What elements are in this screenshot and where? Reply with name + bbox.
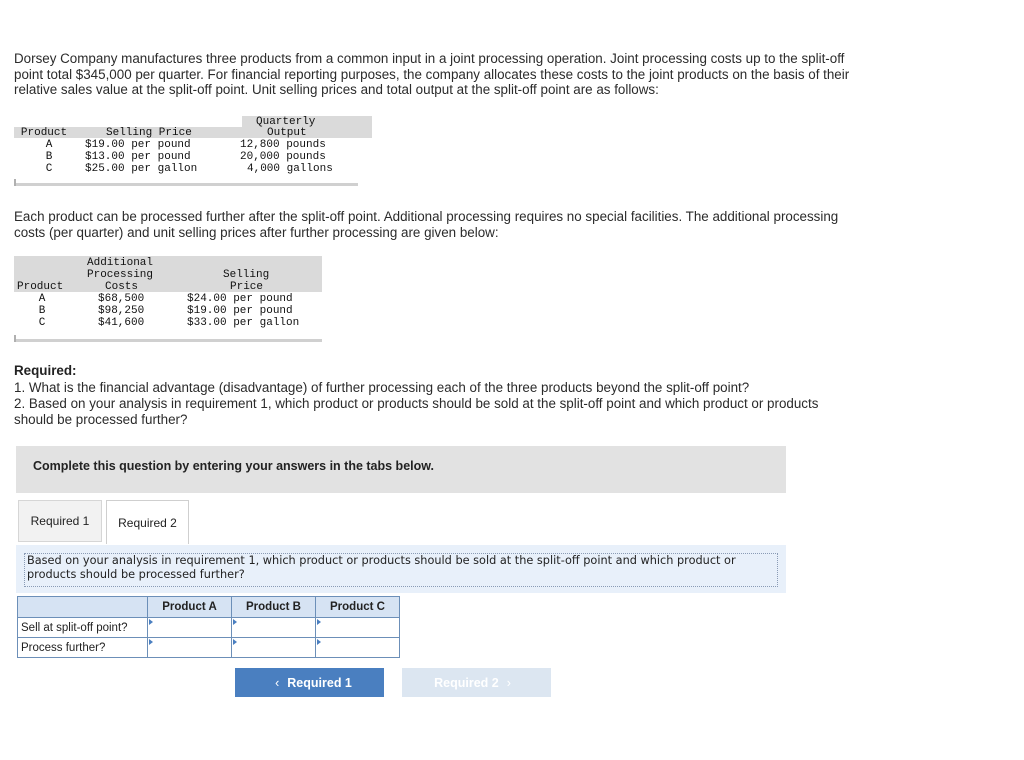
answer-dropdown-b-process[interactable] xyxy=(232,638,316,658)
chevron-left-icon: ‹ xyxy=(275,675,280,690)
column-header-selling-price: Selling Price xyxy=(106,127,192,139)
tab-required-2[interactable]: Required 2 xyxy=(106,500,189,544)
question-text: Based on your analysis in requirement 1, which product or products should be sold at the split-off point and which product or products should be processed further? xyxy=(24,553,778,587)
required-heading: Required: xyxy=(14,363,77,378)
next-required-2-button[interactable] xyxy=(402,668,551,697)
row-label-sell-at-split-off: Sell at split-off point? xyxy=(18,618,148,638)
table-bottom-rule xyxy=(14,183,358,186)
column-header-product: Product xyxy=(17,281,64,293)
question-box xyxy=(16,545,786,593)
required-1-text: 1. What is the financial advantage (disadvantage) of further processing each of the three products beyond the split-off point? xyxy=(14,380,750,395)
next-button-label: Required 2 xyxy=(434,675,499,690)
chevron-right-icon: › xyxy=(506,675,511,690)
column-header-cost-line3: Costs xyxy=(105,281,139,293)
table-cell-output: 12,800 pounds xyxy=(240,139,326,151)
prev-button-label: Required 1 xyxy=(287,675,352,690)
table-cell-output: 20,000 pounds xyxy=(240,151,326,163)
table-cell-price: $33.00 per gallon xyxy=(187,317,300,329)
table-cell-product: C xyxy=(38,317,46,329)
table-cell-price: $19.00 per pound xyxy=(187,305,293,317)
further-processing-paragraph: Each product can be processed further after the split-off point. Additional processing requires no special facilities. The additional processing costs (per quarter) and unit selling prices after further processing are given below: xyxy=(14,209,839,240)
column-header-cost-line2: Processing xyxy=(87,269,154,281)
tab-required-1[interactable]: Required 1 xyxy=(18,500,102,542)
table-cell-cost: $41,600 xyxy=(98,317,145,329)
table-cell-price: $19.00 per pound xyxy=(85,139,191,151)
answer-table xyxy=(17,596,400,658)
table-bottom-rule xyxy=(14,339,322,342)
header-blank xyxy=(18,597,148,618)
answer-dropdown-a-process[interactable] xyxy=(148,638,232,658)
table-cell-product: C xyxy=(45,163,53,175)
table-cell-product: B xyxy=(45,151,53,163)
column-header-product-a: Product A xyxy=(148,597,232,618)
table-cell-output: 4,000 gallons xyxy=(247,163,333,175)
required-2-text: 2. Based on your analysis in requirement 1, which product or products should be sold at the split-off point and which product or products should be processed further? xyxy=(14,396,819,427)
table-cell-price: $13.00 per pound xyxy=(85,151,191,163)
column-header-price-line2: Price xyxy=(230,281,264,293)
row-label-process-further: Process further? xyxy=(18,638,148,658)
answer-dropdown-c-sell[interactable] xyxy=(316,618,400,638)
answer-dropdown-b-sell[interactable] xyxy=(232,618,316,638)
table-cell-cost: $68,500 xyxy=(98,293,145,305)
column-header-output-line2: Output xyxy=(267,127,307,139)
column-header-output-line1: Quarterly xyxy=(256,116,316,128)
table-cell-price: $25.00 per gallon xyxy=(85,163,198,175)
intro-paragraph: Dorsey Company manufactures three products from a common input in a joint processing operation. Joint processing costs up to the split-off point total $345,000 per quarter. For financial reporting purposes, the company allocates these costs to the joint products on the basis of their relative sales value at the split-off point. Unit selling prices and total output at the split-off point are as follows: xyxy=(14,51,850,98)
table-cell-product: B xyxy=(38,305,46,317)
table-cell-cost: $98,250 xyxy=(98,305,145,317)
answer-dropdown-c-process[interactable] xyxy=(316,638,400,658)
answer-dropdown-a-sell[interactable] xyxy=(148,618,232,638)
table-cell-price: $24.00 per pound xyxy=(187,293,293,305)
table-row xyxy=(18,638,400,658)
further-processing-table xyxy=(14,256,322,342)
table-cell-product: A xyxy=(45,139,53,151)
column-header-cost-line1: Additional xyxy=(87,257,154,269)
table-row xyxy=(18,618,400,638)
answer-table-header xyxy=(18,597,400,618)
table-cell-product: A xyxy=(38,293,46,305)
column-header-price-line1: Selling xyxy=(223,269,270,281)
prev-required-1-button[interactable] xyxy=(235,668,384,697)
column-header-product-b: Product B xyxy=(232,597,316,618)
column-header-product: Product xyxy=(20,127,68,139)
instruction-text: Complete this question by entering your answers in the tabs below. xyxy=(33,459,434,473)
split-off-table xyxy=(14,116,358,186)
column-header-product-c: Product C xyxy=(316,597,400,618)
instruction-banner xyxy=(16,446,786,493)
